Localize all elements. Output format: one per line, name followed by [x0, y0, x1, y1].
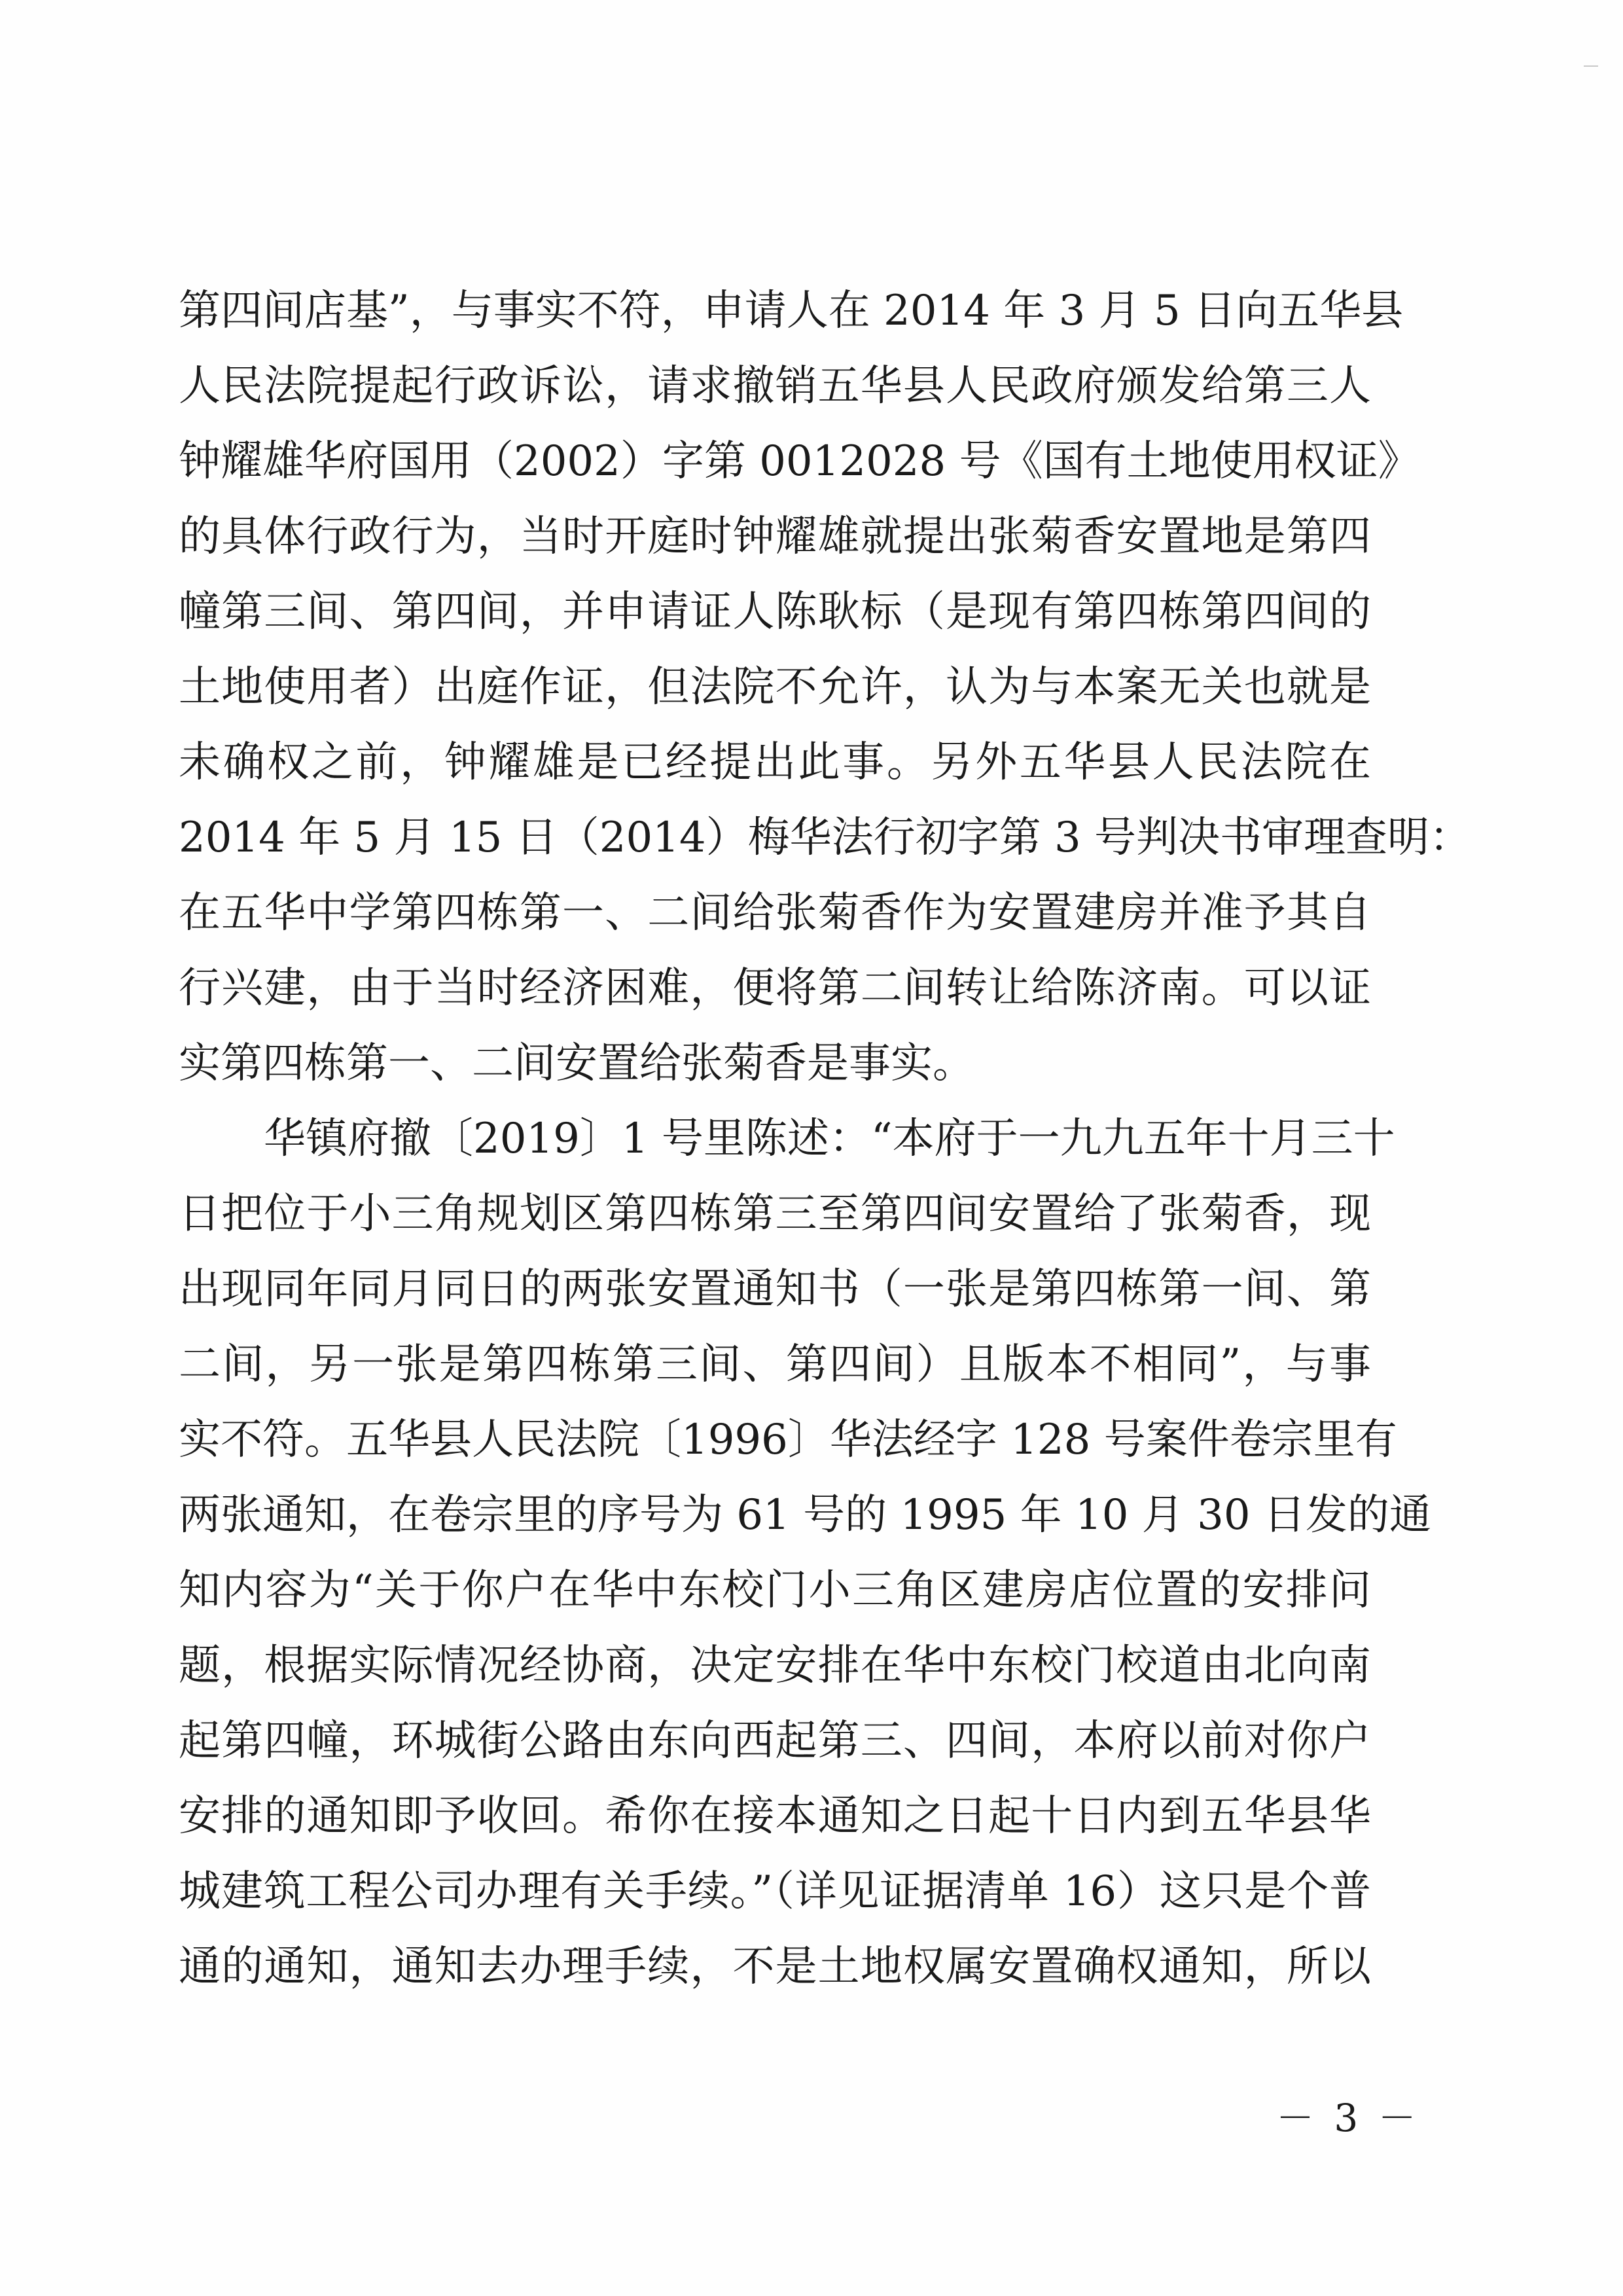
text-line: 土地使用者）出庭作证，但法院不允许，认为与本案无关也就是	[179, 663, 1371, 711]
scan-edge-mark	[1584, 65, 1598, 67]
text-line: 题，根据实际情况经协商，决定安排在华中东校门校道由北向南	[179, 1641, 1371, 1690]
text-line: 知内容为“关于你户在华中东校门小三角区建房店位置的安排问	[179, 1566, 1371, 1615]
text-line: 华镇府撤〔2019〕1 号里陈述：“本府于一九九五年十月三十	[264, 1115, 1395, 1163]
text-line: 幢第三间、第四间，并申请证人陈耿标（是现有第四栋第四间的	[179, 588, 1371, 636]
text-line: 2014 年 5 月 15 日（2014）梅华法行初字第 3 号判决书审理查明：	[179, 814, 1472, 862]
text-line: 安排的通知即予收回。希你在接本通知之日起十日内到五华县华	[179, 1792, 1371, 1840]
text-line: 实第四栋第一、二间安置给张菊香是事实。	[179, 1039, 974, 1088]
text-line: 起第四幢，环城街公路由东向西起第三、四间，本府以前对你户	[179, 1717, 1371, 1765]
text-line: 在五华中学第四栋第一、二间给张菊香作为安置建房并准予其自	[179, 889, 1371, 937]
text-line: 的具体行政行为，当时开庭时钟耀雄就提出张菊香安置地是第四	[179, 512, 1371, 561]
text-line: 人民法院提起行政诉讼，请求撤销五华县人民政府颁发给第三人	[179, 362, 1371, 410]
text-line: 行兴建，由于当时经济困难，便将第二间转让给陈济南。可以证	[179, 964, 1371, 1013]
text-line: 二间，另一张是第四栋第三间、第四间）且版本不相同”，与事	[179, 1340, 1371, 1389]
text-line: 出现同年同月同日的两张安置通知书（一张是第四栋第一间、第	[179, 1265, 1371, 1314]
text-line: 城建筑工程公司办理有关手续。”（详见证据清单 16）这只是个普	[179, 1867, 1371, 1916]
text-line: 日把位于小三角规划区第四栋第三至第四间安置给了张菊香，现	[179, 1190, 1371, 1238]
text-line: 两张通知，在卷宗里的序号为 61 号的 1995 年 10 月 30 日发的通	[179, 1491, 1431, 1539]
text-line: 通的通知，通知去办理手续，不是土地权属安置确权通知，所以	[179, 1943, 1371, 1991]
text-line: 未确权之前，钟耀雄是已经提出此事。另外五华县人民法院在	[179, 738, 1371, 787]
body-text	[179, 274, 1472, 2005]
text-line: 实不符。五华县人民法院〔1996〕华法经字 128 号案件卷宗里有	[179, 1416, 1397, 1464]
page-number: － 3 －	[1276, 2096, 1420, 2140]
text-line: 钟耀雄华府国用（2002）字第 0012028 号《国有土地使用权证》	[179, 437, 1420, 486]
text-line: 第四间店基”，与事实不符，申请人在 2014 年 3 月 5 日向五华县	[179, 287, 1404, 335]
